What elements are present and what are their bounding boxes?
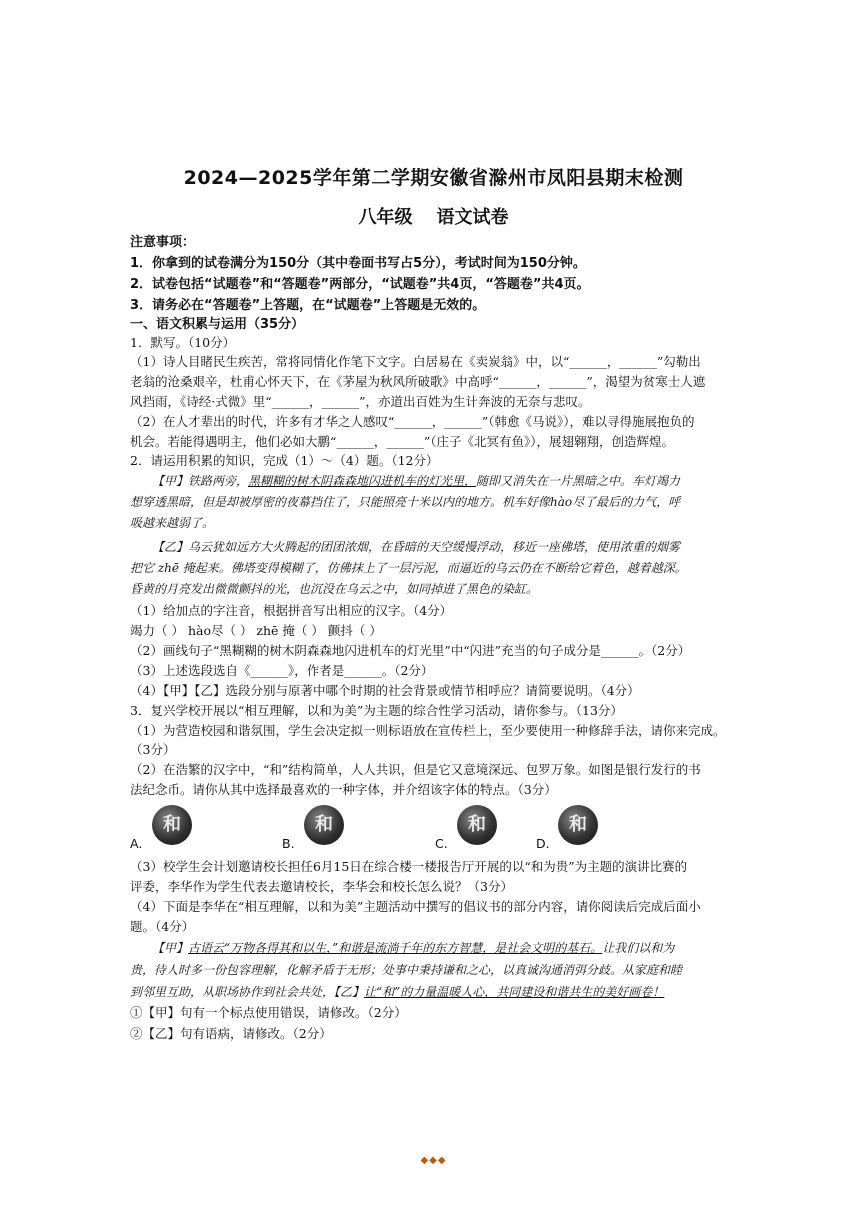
coin-image: 和 — [457, 805, 497, 845]
underlined-sentence: 黑糊糊的树木阴森森地闪进机车的灯光里， — [248, 474, 477, 488]
q2-sub3: （3）上述选段选自《______》，作者是______。（2分） — [130, 663, 434, 678]
passage-jia-line: 想穿透黑暗，但是却被厚密的夜幕挡住了，只能照亮十米以内的地方。机车好像hào尽了最后的力气，呼 — [130, 495, 681, 509]
q3-sub2-cont: 法纪念币。请你从其中选择最喜欢的一种字体，并介绍该字体的特点。（3分） — [130, 782, 557, 797]
coin-image: 和 — [558, 805, 598, 845]
q1-line: （1）诗人目睹民生疾苦，常将同情化作笔下文字。白居易在《卖炭翁》中，以“______，______”勾勒出 — [130, 354, 701, 369]
passage-jia: 【甲】铁路两旁，黑糊糊的树木阴森森地闪进机车的灯光里，随即又消失在一片黑暗之中。车灯竭力 — [152, 474, 681, 488]
page-marker: ◆◆◆ — [420, 1155, 447, 1166]
note-item-2: 2．试卷包括“试题卷”和“答题卷”两部分，“试题卷”共4页，“答题卷”共4页。 — [130, 277, 590, 292]
q1-line: 机会。若能得遇明主，他们必如大鹏“______，______”（庄子《北冥有鱼》），展翅翱翔，创造辉煌。 — [130, 434, 675, 449]
q3-correction-2: ②【乙】句有语病，请修改。（2分） — [130, 1026, 332, 1041]
q3-sub4: （4）下面是李华在“相互理解，以和为美”主题活动中撰写的倡议书的部分内容，请你阅读后完成后面小 — [130, 899, 701, 914]
q2-sub1: （1）给加点的字注音，根据拼音写出相应的汉字。（4分） — [130, 603, 453, 618]
note-item-1: 1．你拿到的试卷满分为150分（其中卷面书写占5分），考试时间为150分钟。 — [130, 256, 586, 271]
note-item-3: 3．请务必在“答题卷”上答题，在“试题卷”上答题是无效的。 — [130, 298, 486, 313]
coin-options: A. 和 B. 和 C. 和 D. 和 — [130, 805, 750, 851]
passage-yi: 【乙】乌云犹如远方大火腾起的团团浓烟，在昏暗的天空缓慢浮动，移近一座佛塔，使用浓重的烟雾 — [152, 540, 681, 554]
coin-image: 和 — [304, 805, 344, 845]
q1-head: 1．默写。（10分） — [130, 335, 236, 350]
q2-sub4: （4）【甲】【乙】选段分别与原著中哪个时期的社会背景或情节相呼应？请简要说明。（4分） — [130, 683, 640, 698]
section-heading: 一、语文积累与运用（35分） — [130, 317, 305, 332]
q3-sub1-cont: （3分） — [130, 742, 176, 757]
q3-correction-1: ①【甲】句有一个标点使用错误，请修改。（2分） — [130, 1005, 407, 1020]
exam-title: 2024—2025学年第二学期安徽省滁州市凤阳县期末检测 — [183, 167, 684, 189]
passage-yi-line: 昏黄的月亮发出微微颤抖的光，也沉没在乌云之中，如同掉进了黑色的染缸。 — [130, 582, 539, 596]
notes-heading: 注意事项： — [130, 235, 196, 250]
q1-line: （2）在人才辈出的时代，许多有才华之人感叹“______，______”（韩愈《马说》），难以寻得施展抱负的 — [130, 414, 695, 429]
exam-subtitle — [0, 203, 867, 229]
q3-sub1: （1）为营造校园和谐氛围，学生会决定拟一则标语放在宣传栏上，至少要使用一种修辞手法，请你来完成。 — [130, 723, 726, 738]
q3-sub2: （2）在浩繁的汉字中，“和”结构简单，人人共识，但是它又意境深远、包罗万象。如图是银行发行的书 — [130, 762, 701, 777]
q2-sub1-items: 竭力（ ） hào尽（ ） zhē 掩（ ） 颤抖（ ） — [130, 623, 382, 638]
q3-sub3-cont: 评委，李华作为学生代表去邀请校长，李华会和校长怎么说？（3分） — [130, 879, 513, 894]
passage-yi-line: 把它 zhē 掩起来。佛塔变得模糊了，仿佛抹上了一层污泥，而逼近的乌云仍在不断给它着色，越着越深。 — [130, 561, 687, 575]
q2-head: 2．请运用积累的知识，完成（1）～（4）题。（12分） — [130, 453, 439, 468]
subject-label: 语文试卷 — [436, 207, 509, 228]
underlined-sentence: 让“和”的力量温暖人心，共同建设和谐共生的美好画卷！ — [364, 985, 665, 999]
proposal-line: 贵，待人时多一份包容理解，化解矛盾于无形；处事中秉持谦和之心，以真诚沟通消弭分歧。从家庭和睦 — [130, 963, 683, 977]
underlined-sentence: 古语云“万物各得其和以生，”和谐是流淌千年的东方智慧，是社会文明的基石。 — [188, 941, 603, 955]
q2-sub2: （2）画线句子“黑糊糊的树木阴森森地闪进机车的灯光里”中“闪进”充当的句子成分是______。（2分） — [130, 643, 691, 658]
proposal-jia: 【甲】古语云“万物各得其和以生，”和谐是流淌千年的东方智慧，是社会文明的基石。让我们以和为 — [152, 941, 675, 955]
passage-jia-line: 吸越来越弱了。 — [130, 516, 215, 530]
q3-head: 3．复兴学校开展以“相互理解，以和为美”为主题的综合性学习活动，请你参与。（13分） — [130, 703, 623, 718]
grade-label: 八年级 — [358, 207, 413, 228]
coin-image: 和 — [152, 805, 192, 845]
q3-sub3: （3）校学生会计划邀请校长担任6月15日在综合楼一楼报告厅开展的以“和为贵”为主题的演讲比赛的 — [130, 859, 688, 874]
q3-sub4-cont: 题。（4分） — [130, 919, 195, 934]
proposal-yi: 到邻里互助，从职场协作到社会共处，【乙】让“和”的力量温暖人心，共同建设和谐共生的美好画卷！ — [130, 985, 665, 999]
q1-line: 老翁的沧桑艰辛，杜甫心怀天下，在《茅屋为秋风所破歌》中高呼“______，______”，渴望为贫寒士人遮 — [130, 374, 706, 389]
q1-line: 风挡雨，《诗经·式微》里“______，______”，亦道出百姓为生计奔波的无奈与悲叹。 — [130, 394, 591, 409]
